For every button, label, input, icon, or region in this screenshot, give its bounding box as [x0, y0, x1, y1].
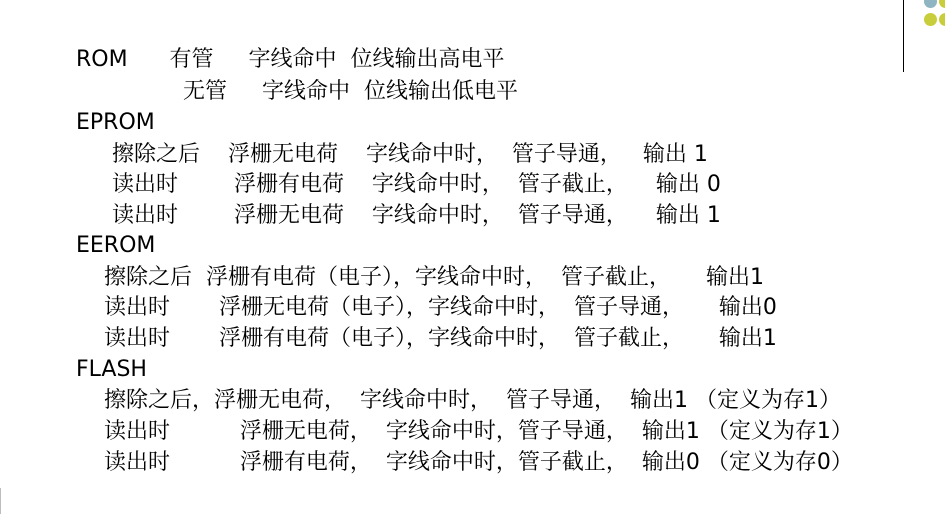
flash-line-erase: 擦除之后，浮栅无电荷， 字线命中时， 管子导通， 输出1 （定义为存1） — [104, 388, 841, 413]
eprom-heading: EPROM — [76, 110, 155, 135]
rom-line-1: ROM 有管 字线命中 位线输出高电平 — [76, 47, 505, 72]
decor-dot-4 — [939, 13, 945, 26]
flash-heading: FLASH — [76, 357, 147, 382]
flash-line-read-1: 读出时 浮栅无电荷， 字线命中时，管子导通， 输出1 （定义为存1） — [104, 419, 853, 444]
left-rule — [0, 488, 1, 514]
eprom-line-erase: 擦除之后 浮栅无电荷 字线命中时， 管子导通， 输出 1 — [112, 142, 708, 167]
eprom-line-read-2: 读出时 浮栅无电荷 字线命中时， 管子导通， 输出 1 — [112, 203, 721, 228]
eprom-line-read-1: 读出时 浮栅有电荷 字线命中时， 管子截止， 输出 0 — [112, 172, 721, 197]
decor-dot-3 — [924, 13, 937, 26]
eerom-line-read-2: 读出时 浮栅有电荷（电子），字线命中时， 管子截止， 输出1 — [104, 326, 777, 351]
eerom-heading: EEROM — [76, 233, 156, 258]
eerom-line-read-1: 读出时 浮栅无电荷（电子），字线命中时， 管子导通， 输出0 — [104, 295, 777, 320]
decor-dot-1 — [924, 0, 937, 8]
rom-line-2: 无管 字线命中 位线输出低电平 — [183, 79, 518, 104]
decor-dot-2 — [939, 0, 945, 8]
flash-line-read-2: 读出时 浮栅有电荷， 字线命中时，管子截止， 输出0 （定义为存0） — [104, 450, 853, 475]
eerom-line-erase: 擦除之后 浮栅有电荷（电子），字线命中时， 管子截止， 输出1 — [104, 265, 764, 290]
vertical-rule — [903, 0, 904, 72]
